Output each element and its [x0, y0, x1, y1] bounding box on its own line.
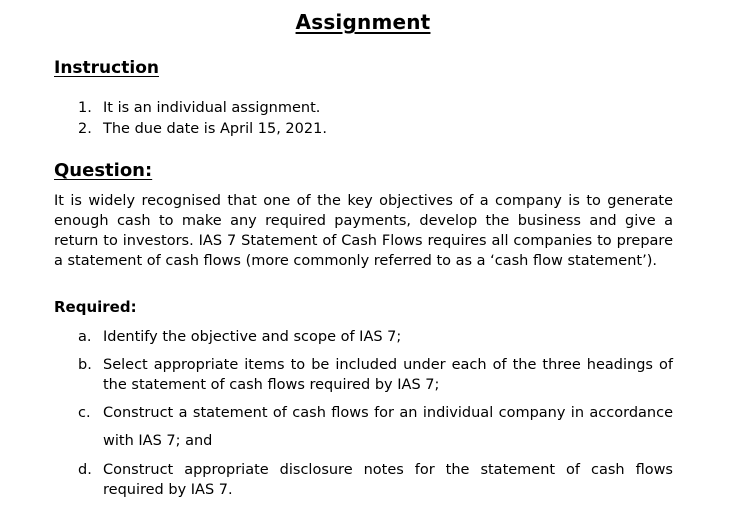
list-marker: b. — [78, 357, 92, 373]
required-item — [54, 399, 673, 455]
question-body: It is widely recognised that one of the key objectives of a company is to generate enough cash to make any required payments, develop the business and give a return to investors. IAS 7 Statement of Cash Flows requires all companies to prepare a statement of cash flows (more commonly referred to as a ‘cash flow statement’). — [54, 193, 673, 269]
page-title: Assignment — [295, 10, 431, 34]
required-item — [54, 327, 673, 347]
required-text: Construct appropriate disclosure notes for the statement of cash flows required by IAS 7. — [103, 462, 673, 498]
list-marker: a. — [78, 329, 92, 345]
instruction-list — [54, 98, 327, 140]
required-item — [54, 355, 673, 395]
list-marker: d. — [78, 462, 92, 478]
instruction-text: It is an individual assignment. — [103, 100, 321, 116]
list-marker: c. — [78, 405, 91, 421]
list-marker: 1. — [78, 100, 92, 116]
instruction-heading: Instruction — [54, 58, 159, 78]
required-heading: Required: — [54, 298, 137, 316]
instruction-text: The due date is April 15, 2021. — [103, 121, 327, 137]
instruction-item — [54, 119, 327, 140]
required-text: Select appropriate items to be included under each of the three headings of the statement of cash flows required by IAS 7; — [103, 357, 673, 393]
required-item — [54, 460, 673, 500]
required-text: Identify the objective and scope of IAS 7; — [103, 329, 402, 345]
required-text: Construct a statement of cash flows for an individual company in accordance with IAS 7; and — [103, 405, 673, 449]
question-heading: Question: — [54, 160, 153, 181]
list-marker: 2. — [78, 121, 92, 137]
instruction-item — [54, 98, 327, 119]
